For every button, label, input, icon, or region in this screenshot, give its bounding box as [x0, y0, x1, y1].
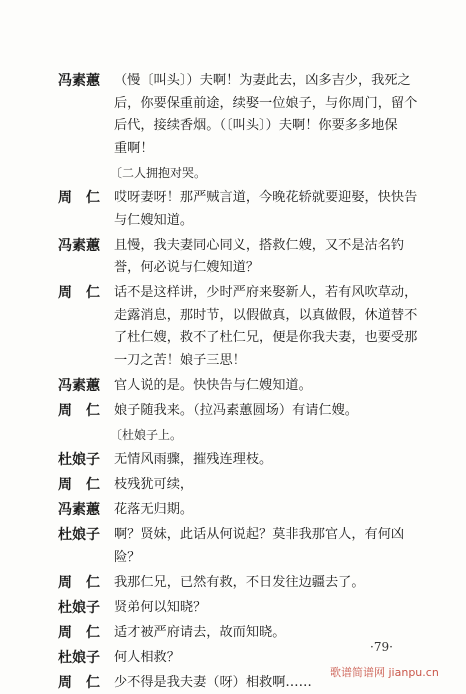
dialogue-line: 适才被严府请去，故而知晓。 [114, 622, 448, 645]
dialogue-text [114, 449, 448, 472]
dialogue-entry [58, 375, 448, 398]
speaker-name: 冯素蕙 [58, 499, 114, 522]
speaker-name: 周 仁 [58, 400, 114, 423]
dialogue-line: 无情风雨骤，摧残连理枝。 [114, 449, 448, 472]
dialogue-text [114, 572, 448, 595]
dialogue-line: 与仁嫂知道。 [114, 210, 448, 233]
dialogue-line: 重啊！ [114, 138, 448, 161]
dialogue-line: 了杜仁嫂，救不了杜仁兄，便是你我夫妻，也要受那 [114, 327, 448, 350]
speaker-name: 周 仁 [58, 187, 114, 210]
dialogue-line: 话不是这样讲，少时严府来娶新人，若有风吹草动， [114, 282, 448, 305]
watermark: 歌谱简谱网 jianpu.cn [330, 664, 439, 680]
speaker-name: 周 仁 [58, 474, 114, 497]
page-number: ·79· [370, 640, 393, 654]
speaker-name: 周 仁 [58, 672, 114, 694]
dialogue-line: 啊？贤妹，此话从何说起？莫非我那官人，有何凶 [114, 524, 448, 547]
dialogue-entry [58, 70, 448, 160]
speaker-name: 杜娘子 [58, 449, 114, 472]
dialogue-text [114, 187, 448, 232]
speaker-name: 周 仁 [58, 572, 114, 595]
dialogue-line: 少不得是我夫妻（呀）相救啊…… [114, 672, 448, 694]
dialogue-text [114, 499, 448, 522]
speaker-name: 周 仁 [58, 622, 114, 645]
dialogue-line: 走露消息，那时节，以假做真，以真做假，休道替不 [114, 305, 448, 328]
speaker-name: 杜娘子 [58, 647, 114, 670]
dialogue-entry [58, 524, 448, 569]
dialogue-line: 誉，何必说与仁嫂知道？ [114, 257, 448, 280]
dialogue-entry [58, 597, 448, 620]
dialogue-line: 我那仁兄，已然有救，不日发往边疆去了。 [114, 572, 448, 595]
dialogue-line: 且慢，我夫妻同心同义，搭救仁嫂，又不是沽名钓 [114, 235, 448, 258]
dialogue-line: 何人相救？ [114, 647, 448, 670]
speaker-name: 杜娘子 [58, 597, 114, 620]
speaker-name: 杜娘子 [58, 524, 114, 547]
dialogue-line: 险？ [114, 547, 448, 570]
dialogue-entry [58, 572, 448, 595]
speaker-name: 冯素蕙 [58, 235, 114, 258]
dialogue-entry [58, 499, 448, 522]
dialogue-text [114, 282, 448, 372]
dialogue-text [114, 622, 448, 645]
stage-direction: 〔杜娘子上。 [110, 425, 182, 445]
dialogue-text [114, 235, 448, 280]
dialogue-text [114, 70, 448, 160]
dialogue-entry [58, 282, 448, 372]
dialogue-entry [58, 474, 448, 497]
dialogue-entry [58, 235, 448, 280]
dialogue-line: 娘子随我来。（拉冯素蕙圆场）有请仁嫂。 [114, 400, 448, 423]
stage-direction: 〔二人拥抱对哭。 [110, 163, 206, 183]
dialogue-line: 一刀之苦！娘子三思！ [114, 350, 448, 373]
dialogue-entry [58, 400, 448, 423]
dialogue-line: 枝残犹可续， [114, 474, 448, 497]
speaker-name: 冯素蕙 [58, 375, 114, 398]
speaker-name: 周 仁 [58, 282, 114, 305]
dialogue-line: 后，你要保重前途，续娶一位娘子，与你周门，留个 [114, 93, 448, 116]
dialogue-line: 花落无归期。 [114, 499, 448, 522]
dialogue-line: 哎呀妻呀！那严贼言道，今晚花轿就要迎娶，快快告 [114, 187, 448, 210]
dialogue-text [114, 474, 448, 497]
dialogue-text [114, 597, 448, 620]
dialogue-entry [58, 449, 448, 472]
dialogue-line: 贤弟何以知晓？ [114, 597, 448, 620]
dialogue-entry [58, 187, 448, 232]
dialogue-text [114, 400, 448, 423]
dialogue-line: 官人说的是。快快告与仁嫂知道。 [114, 375, 448, 398]
dialogue-text [114, 524, 448, 569]
dialogue-line: （慢〔叫头〕）夫啊！为妻此去，凶多吉少，我死之 [114, 70, 448, 93]
dialogue-line: 后代，接续香烟。（〔叫头〕）夫啊！你要多多地保 [114, 115, 448, 138]
speaker-name: 冯素蕙 [58, 70, 114, 93]
dialogue-text [114, 375, 448, 398]
